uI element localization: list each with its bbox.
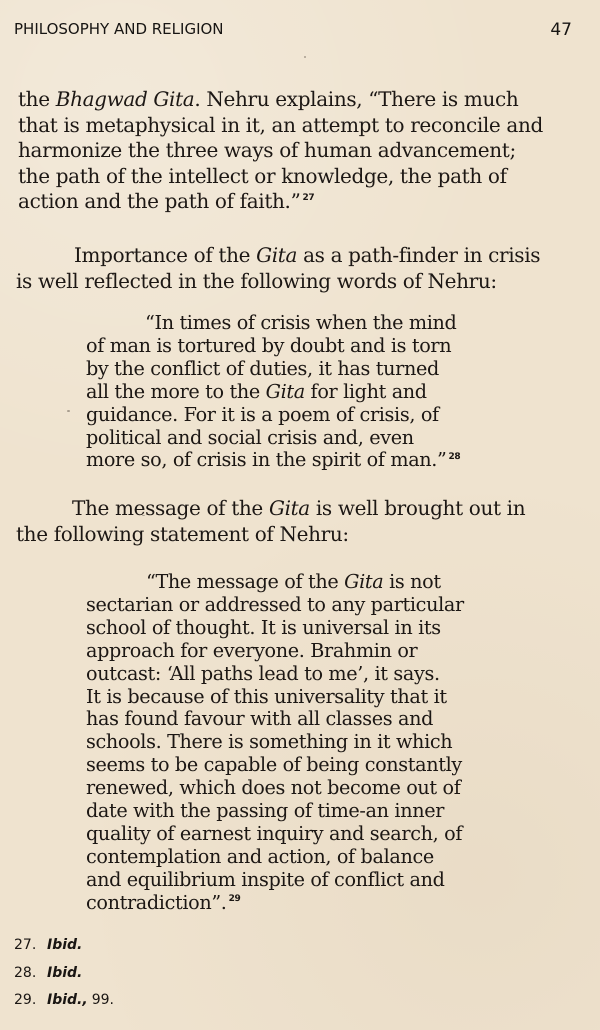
paper-speck <box>67 410 70 412</box>
italic-title: Gita <box>256 243 298 267</box>
quote-line <box>86 571 510 594</box>
footnote-item <box>14 937 184 965</box>
footnote-text: Ibid. <box>47 937 83 953</box>
quote-line <box>86 381 508 404</box>
text-run: as a path-finder in crisis <box>297 243 541 267</box>
paragraph-line <box>18 87 578 113</box>
quote-line: guidance. For it is a poem of crisis, of <box>86 402 439 426</box>
quote-line: contemplation and action, of balance <box>86 844 434 868</box>
quote-line: sectarian or addressed to any particular <box>86 592 464 616</box>
text-run: is not <box>383 570 441 593</box>
italic-title: Bhagwad Gita <box>55 87 195 111</box>
paragraph-message <box>16 496 582 547</box>
paragraph-nehru-explains <box>18 87 578 215</box>
footnote-number: 29. <box>14 992 37 1008</box>
paragraph-line <box>16 243 580 269</box>
quotation-crisis <box>86 312 508 472</box>
text-run: The message of the <box>72 496 269 520</box>
quote-line: renewed, which does not become out of <box>86 776 461 800</box>
quote-line: seems to be capable of being constantly <box>86 753 462 777</box>
text-run: all the more to the <box>86 379 266 403</box>
paper-speck <box>304 56 306 58</box>
paragraph-line: that is metaphysical in it, an attempt to reconcile and <box>18 112 543 137</box>
text-run: for light and <box>304 379 427 403</box>
footnote-item <box>14 992 184 1020</box>
page-number: 47 <box>550 20 572 40</box>
quote-line <box>86 449 508 472</box>
paragraph-line <box>18 189 578 215</box>
quote-line: date with the passing of time-an inner <box>86 799 445 823</box>
text-run: . Nehru explains, “There is much <box>194 87 519 111</box>
text-run: Importance of the <box>74 243 257 267</box>
paragraph-line: the path of the intellect or knowledge, the path of <box>18 163 507 188</box>
footnotes <box>14 937 184 1020</box>
text-run: more so, of crisis in the spirit of man.” <box>86 448 447 472</box>
footnote-item <box>14 965 184 993</box>
quotation-message <box>86 571 510 915</box>
quote-line: approach for everyone. Brahmin or <box>86 638 418 662</box>
footnote-text: Ibid. <box>47 964 83 981</box>
paragraph-importance <box>16 243 580 294</box>
text-run: action and the path of faith.” <box>18 189 301 213</box>
quote-line: outcast: ‘All paths lead to me’, it says. <box>86 661 440 685</box>
footnote-reference: 29 <box>228 894 241 905</box>
paragraph-line: is well reflected in the following words of Nehru: <box>16 268 497 293</box>
quote-line: by the conflict of duties, it has turned <box>86 356 439 380</box>
quote-line: political and social crisis and, even <box>86 425 414 449</box>
italic-title: Gita <box>268 496 310 520</box>
footnote-number: 27. <box>14 937 37 953</box>
quote-line: has found favour with all classes and <box>86 707 434 731</box>
text-run: “The message of the <box>146 570 345 593</box>
footnote-page: 99. <box>91 992 114 1008</box>
footnote-number: 28. <box>14 964 37 981</box>
running-head: PHILOSOPHY AND RELIGION <box>14 20 224 38</box>
quote-line: It is because of this universality that it <box>86 684 447 708</box>
text-run: is well brought out in <box>309 496 526 520</box>
italic-title: Gita <box>344 570 384 593</box>
quote-line: quality of earnest inquiry and search, of <box>86 821 463 845</box>
quote-line: of man is tortured by doubt and is torn <box>86 333 452 357</box>
quote-line: “In times of crisis when the mind <box>145 311 457 334</box>
footnote-reference: 27 <box>302 193 315 204</box>
quote-line <box>86 892 510 915</box>
paragraph-line: the following statement of Nehru: <box>16 521 349 546</box>
paragraph-line: harmonize the three ways of human advancement; <box>18 138 516 162</box>
quote-line: school of thought. It is universal in its <box>86 615 441 639</box>
footnote-text: Ibid., <box>47 992 88 1008</box>
text-run: the <box>18 87 56 111</box>
footnote-reference: 28 <box>448 452 461 463</box>
text-run: contradiction”. <box>86 890 227 914</box>
paragraph-line <box>16 496 582 522</box>
quote-line: schools. There is something in it which <box>86 730 453 754</box>
italic-title: Gita <box>265 379 305 403</box>
page-header <box>14 18 572 42</box>
quote-line: and equilibrium inspite of conflict and <box>86 867 445 891</box>
